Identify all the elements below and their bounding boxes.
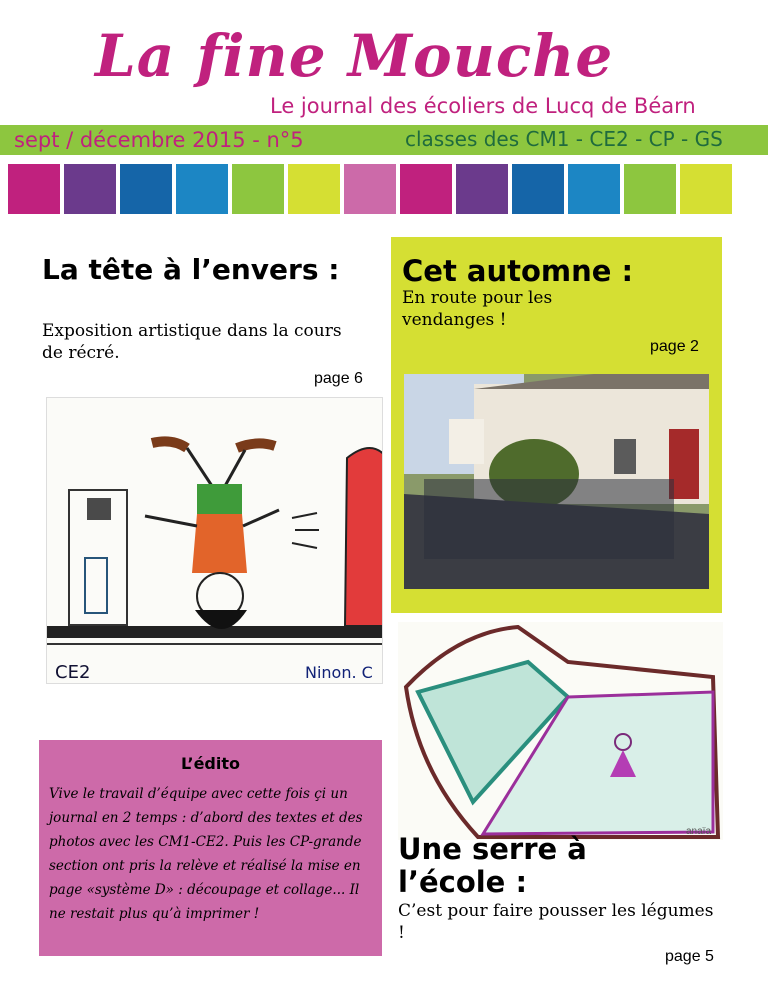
color-swatch xyxy=(344,164,396,214)
color-swatch xyxy=(680,164,732,214)
color-swatch xyxy=(400,164,452,214)
color-swatch xyxy=(232,164,284,214)
color-swatch xyxy=(64,164,116,214)
vendanges-photo-art xyxy=(404,374,709,589)
color-swatch-row xyxy=(8,164,732,214)
tete-text: Exposition artistique dans la cours de récré. xyxy=(42,321,342,363)
drawing-ground xyxy=(47,626,382,638)
color-swatch xyxy=(568,164,620,214)
edito-text: Vive le travail d’équipe avec cette fois çi un journal en 2 temps : d’abord des textes et des photos avec les CM1-CE2. Puis les CP-grande section ont pris la relève et réalisé la mise en page «système D» : découpage et collage... Il ne restait plus qu’à imprimer ! xyxy=(49,786,363,922)
drawing-shoe-right xyxy=(237,443,275,448)
drawing-door xyxy=(85,558,107,613)
edito-box xyxy=(39,740,382,956)
drawing-leg-right xyxy=(225,450,245,486)
upside-down-drawing xyxy=(46,397,383,684)
newspaper-subtitle: Le journal des écoliers de Lucq de Béarn xyxy=(270,94,696,118)
photo-small-house xyxy=(449,419,484,464)
color-swatch xyxy=(8,164,60,214)
drawing-motion-line xyxy=(292,513,317,518)
drawing-class-label: CE2 xyxy=(55,662,91,683)
issue-date: sept / décembre 2015 - n°5 xyxy=(14,128,304,152)
drawing-red-object xyxy=(345,448,382,626)
automne-text: En route pour les vendanges ! xyxy=(402,288,553,330)
color-swatch xyxy=(288,164,340,214)
vendanges-photo xyxy=(404,374,709,589)
photo-window xyxy=(614,439,636,474)
drawing-shorts xyxy=(197,484,242,514)
greenhouse-drawing xyxy=(398,622,723,840)
drawing-shirt xyxy=(192,514,247,573)
greenhouse-credit: anaïa xyxy=(686,826,712,837)
masthead xyxy=(0,0,768,130)
edito-title: L’édito xyxy=(180,754,241,773)
newspaper-title: La fine Mouche xyxy=(95,22,614,90)
tete-heading: La tête à l’envers : xyxy=(42,253,340,286)
color-swatch xyxy=(120,164,172,214)
upside-down-drawing-art xyxy=(47,398,382,683)
color-swatch xyxy=(624,164,676,214)
drawing-leg-left xyxy=(187,448,212,486)
photo-children-group xyxy=(424,479,674,559)
color-swatch xyxy=(512,164,564,214)
drawing-shoe-left xyxy=(152,441,187,448)
drawing-arm-left xyxy=(145,516,197,526)
drawing-window xyxy=(87,498,111,520)
issue-classes: classes des CM1 - CE2 - CP - GS xyxy=(405,127,723,151)
drawing-author-label: Ninon. C xyxy=(305,663,373,682)
drawing-motion-line xyxy=(292,543,317,548)
tete-page-ref[interactable]: page 6 xyxy=(314,370,363,387)
serre-text: C’est pour faire pousser les légumes ! xyxy=(398,901,714,943)
color-swatch xyxy=(176,164,228,214)
serre-page-ref[interactable]: page 5 xyxy=(665,948,714,965)
color-swatch xyxy=(456,164,508,214)
drawing-arm-right xyxy=(243,510,279,526)
automne-heading: Cet automne : xyxy=(402,254,634,288)
greenhouse-drawing-art xyxy=(398,622,723,840)
serre-heading: Une serre à l’école : xyxy=(398,832,587,899)
automne-page-ref[interactable]: page 2 xyxy=(650,338,699,355)
